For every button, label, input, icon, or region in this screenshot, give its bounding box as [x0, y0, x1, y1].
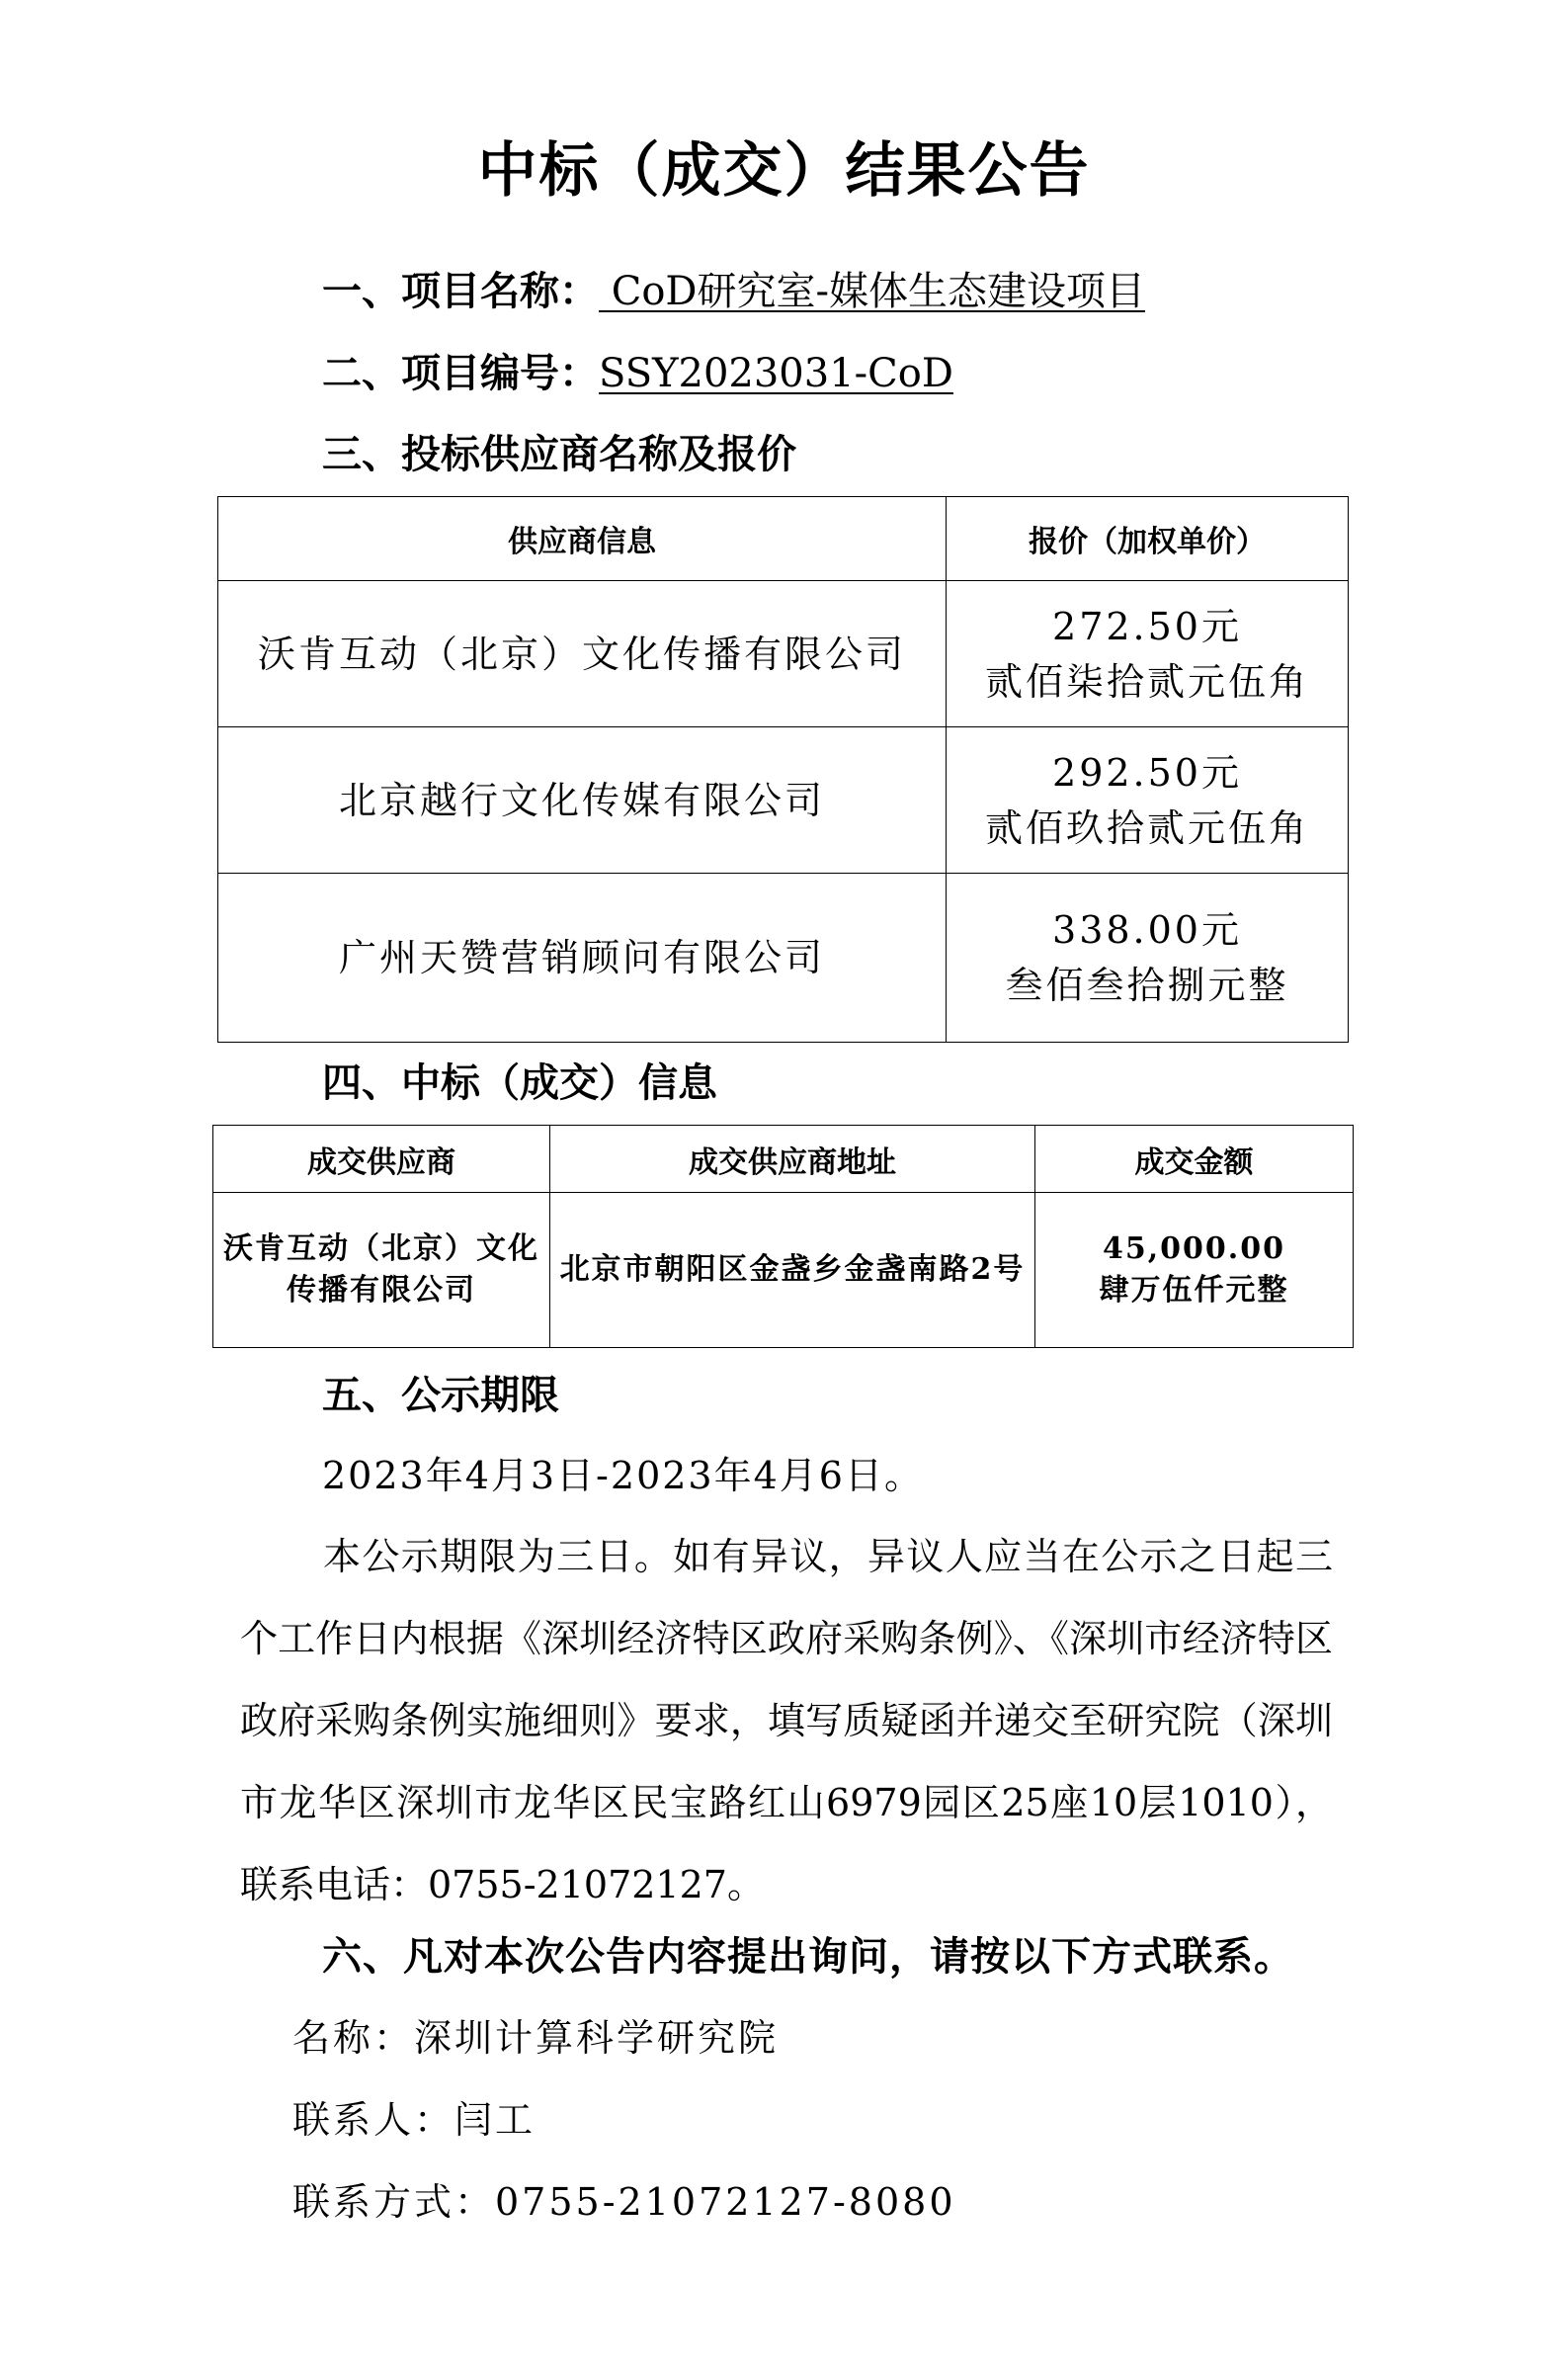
award-table	[212, 1125, 1354, 1348]
header-quote: 报价（加权单价）	[947, 497, 1349, 581]
quote-cell	[947, 581, 1349, 727]
notice-paragraph	[240, 1516, 1333, 1926]
header-award-amount: 成交金额	[1035, 1126, 1354, 1193]
project-number-label: 二、项目编号：	[322, 351, 599, 396]
supplier-name: 沃肯互动（北京）文化传播有限公司	[218, 581, 947, 727]
quote-amount-words: 贰佰玖拾贰元伍角	[984, 805, 1309, 850]
publicity-period: 2023年4月3日-2023年4月6日。	[322, 1454, 924, 1497]
header-supplier-info: 供应商信息	[218, 497, 947, 581]
project-name-value: CoD研究室-媒体生态建设项目	[599, 269, 1145, 314]
award-amount: 45,000.00	[1102, 1231, 1285, 1266]
awarded-supplier: 沃肯互动（北京）文化传播有限公司	[213, 1193, 550, 1348]
quote-cell	[947, 727, 1349, 874]
period-heading: 五、公示期限	[322, 1373, 559, 1418]
project-name-line	[322, 262, 1145, 321]
table-header-row	[213, 1126, 1354, 1193]
notice-text: 本公示期限为三日。如有异议，异议人应当在公示之日起三个工作日内根据《深圳经济特区政府采购条例》、《深圳市经济特区政府采购条例实施细则》要求，填写质疑函并递交至研究院（深圳市龙华区深圳市龙华区民宝路红山6979园区25座10层1010），联系电话：0755-21072127。	[240, 1535, 1333, 1906]
supplier-name: 北京越行文化传媒有限公司	[218, 727, 947, 874]
table-row	[218, 874, 1349, 1043]
bidders-heading: 三、投标供应商名称及报价	[322, 432, 796, 477]
quote-amount-words: 贰佰柒拾贰元伍角	[984, 659, 1309, 704]
supplier-address: 北京市朝阳区金盏乡金盏南路2号	[550, 1193, 1035, 1348]
table-row	[218, 581, 1349, 727]
award-amount-words: 肆万伍仟元整	[1099, 1273, 1289, 1308]
table-row	[213, 1193, 1354, 1348]
project-name-label: 一、项目名称：	[322, 269, 599, 314]
page-title: 中标（成交）结果公告	[477, 136, 1091, 206]
contact-phone: 联系方式：0755-21072127-8080	[292, 2180, 956, 2224]
contact-name: 名称：深圳计算科学研究院	[292, 2016, 780, 2060]
table-header-row	[218, 497, 1349, 581]
project-number-line	[322, 344, 953, 403]
quote-amount: 338.00元	[1052, 908, 1242, 952]
bidders-table	[217, 496, 1349, 1043]
header-supplier-address: 成交供应商地址	[550, 1126, 1035, 1193]
project-number-value: SSY2023031-CoD	[599, 351, 953, 396]
contact-person: 联系人：闫工	[292, 2098, 536, 2142]
award-heading: 四、中标（成交）信息	[322, 1060, 717, 1106]
quote-cell	[947, 874, 1349, 1043]
quote-amount: 272.50元	[1052, 604, 1242, 648]
supplier-name: 广州天赞营销顾问有限公司	[218, 874, 947, 1043]
quote-amount-words: 叁佰叁拾捌元整	[1005, 964, 1289, 1007]
table-row	[218, 727, 1349, 874]
award-amount-cell	[1035, 1193, 1354, 1348]
quote-amount: 292.50元	[1052, 750, 1242, 795]
contact-heading: 六、凡对本次公告内容提出询问，请按以下方式联系。	[322, 1934, 1294, 1980]
header-awarded-supplier: 成交供应商	[213, 1126, 550, 1193]
